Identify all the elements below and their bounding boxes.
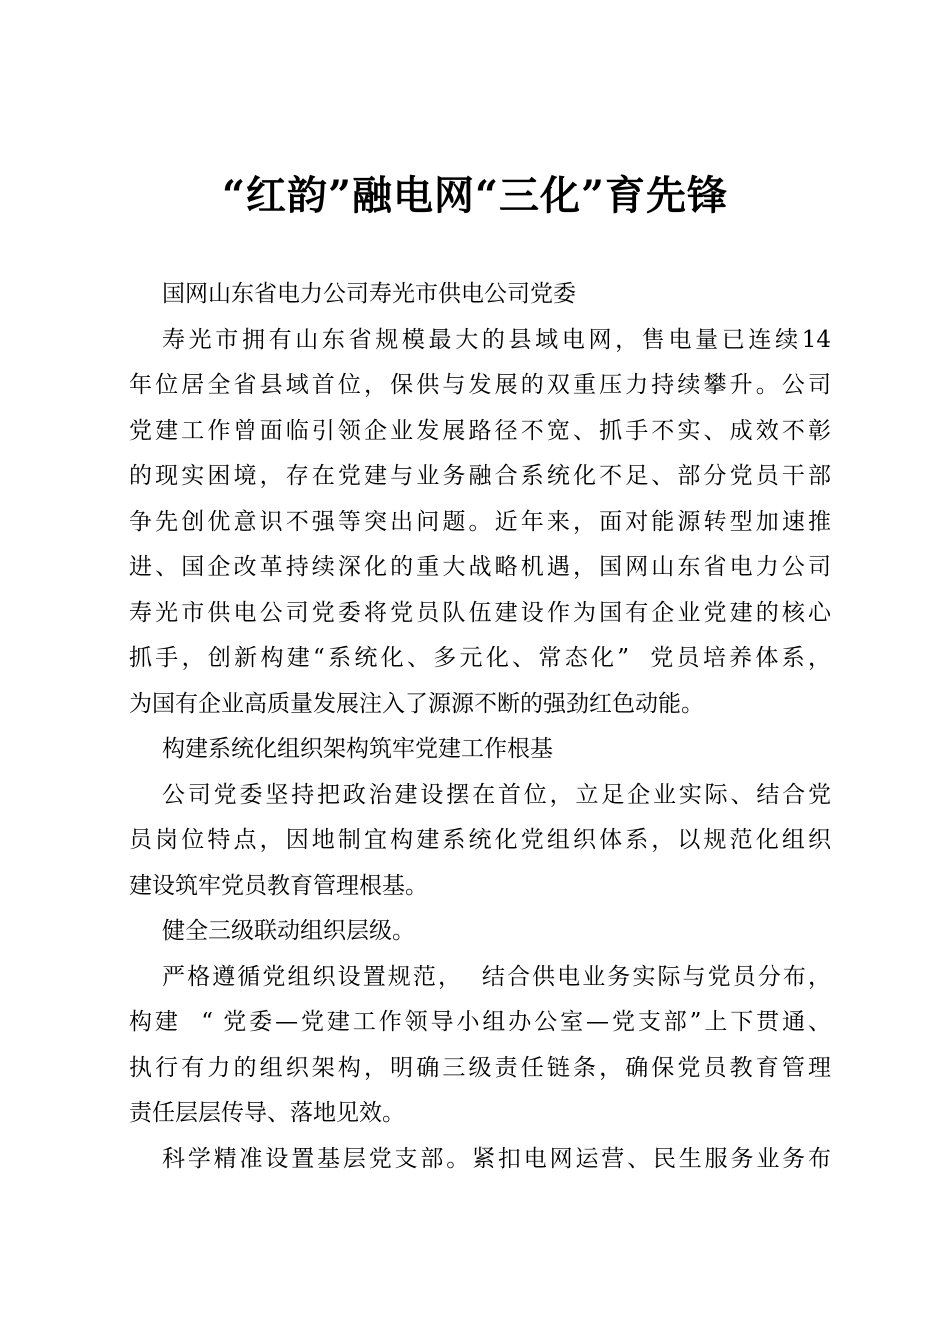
text-line: 党建工作曾面临引领企业发展路径不宽、抓手不实、成效不彰: [129, 417, 831, 444]
text-line: 国网山东省电力公司寿光市供电公司党委: [162, 281, 576, 307]
text-line: 为国有企业高质量发展注入了源源不断的强劲红色动能。: [129, 690, 704, 717]
text-line: 进、国企改革持续深化的重大战略机遇，国网山东省电力公司: [129, 554, 831, 580]
text-line: 建设筑牢党员教育管理根基。: [129, 872, 428, 899]
text-line: 构建 “ 党委—党建工作领导小组办公室—党支部”上下贯通、: [129, 1009, 831, 1035]
text-line: 员岗位特点，因地制宜构建系统化党组织体系，以规范化组织: [129, 827, 831, 853]
text-line: 寿光市拥有山东省规模最大的县域电网，售电量已连续14: [162, 326, 831, 353]
text-line: 争先创优意识不强等突出问题。近年来，面对能源转型加速推: [129, 508, 831, 535]
text-line: 严格遵循党组织设置规范， 结合供电业务实际与党员分布，: [162, 963, 831, 990]
text-line: 科学精准设置基层党支部。紧扣电网运营、民生服务业务布: [162, 1145, 831, 1172]
text-line: 执行有力的组织架构，明确三级责任链条，确保党员教育管理: [129, 1054, 831, 1081]
text-line: 抓手，创新构建“系统化、多元化、常态化” 党员培养体系，: [129, 645, 831, 671]
document-body: [129, 272, 831, 1182]
text-line: 责任层层传导、落地见效。: [129, 1100, 405, 1126]
text-line: 构建系统化组织架构筑牢党建工作根基: [162, 736, 553, 762]
text-line: 寿光市供电公司党委将党员队伍建设作为国有企业党建的核心: [129, 599, 831, 626]
text-line: 年位居全省县域首位，保供与发展的双重压力持续攀升。公司: [129, 372, 831, 398]
text-line: 健全三级联动组织层级。: [162, 918, 415, 944]
document-title: “红韵”融电网“三化”育先锋: [221, 172, 729, 219]
text-line: 的现实困境，存在党建与业务融合系统化不足、部分党员干部: [129, 463, 831, 489]
text-line: 公司党委坚持把政治建设摆在首位，立足企业实际、结合党: [162, 781, 831, 808]
